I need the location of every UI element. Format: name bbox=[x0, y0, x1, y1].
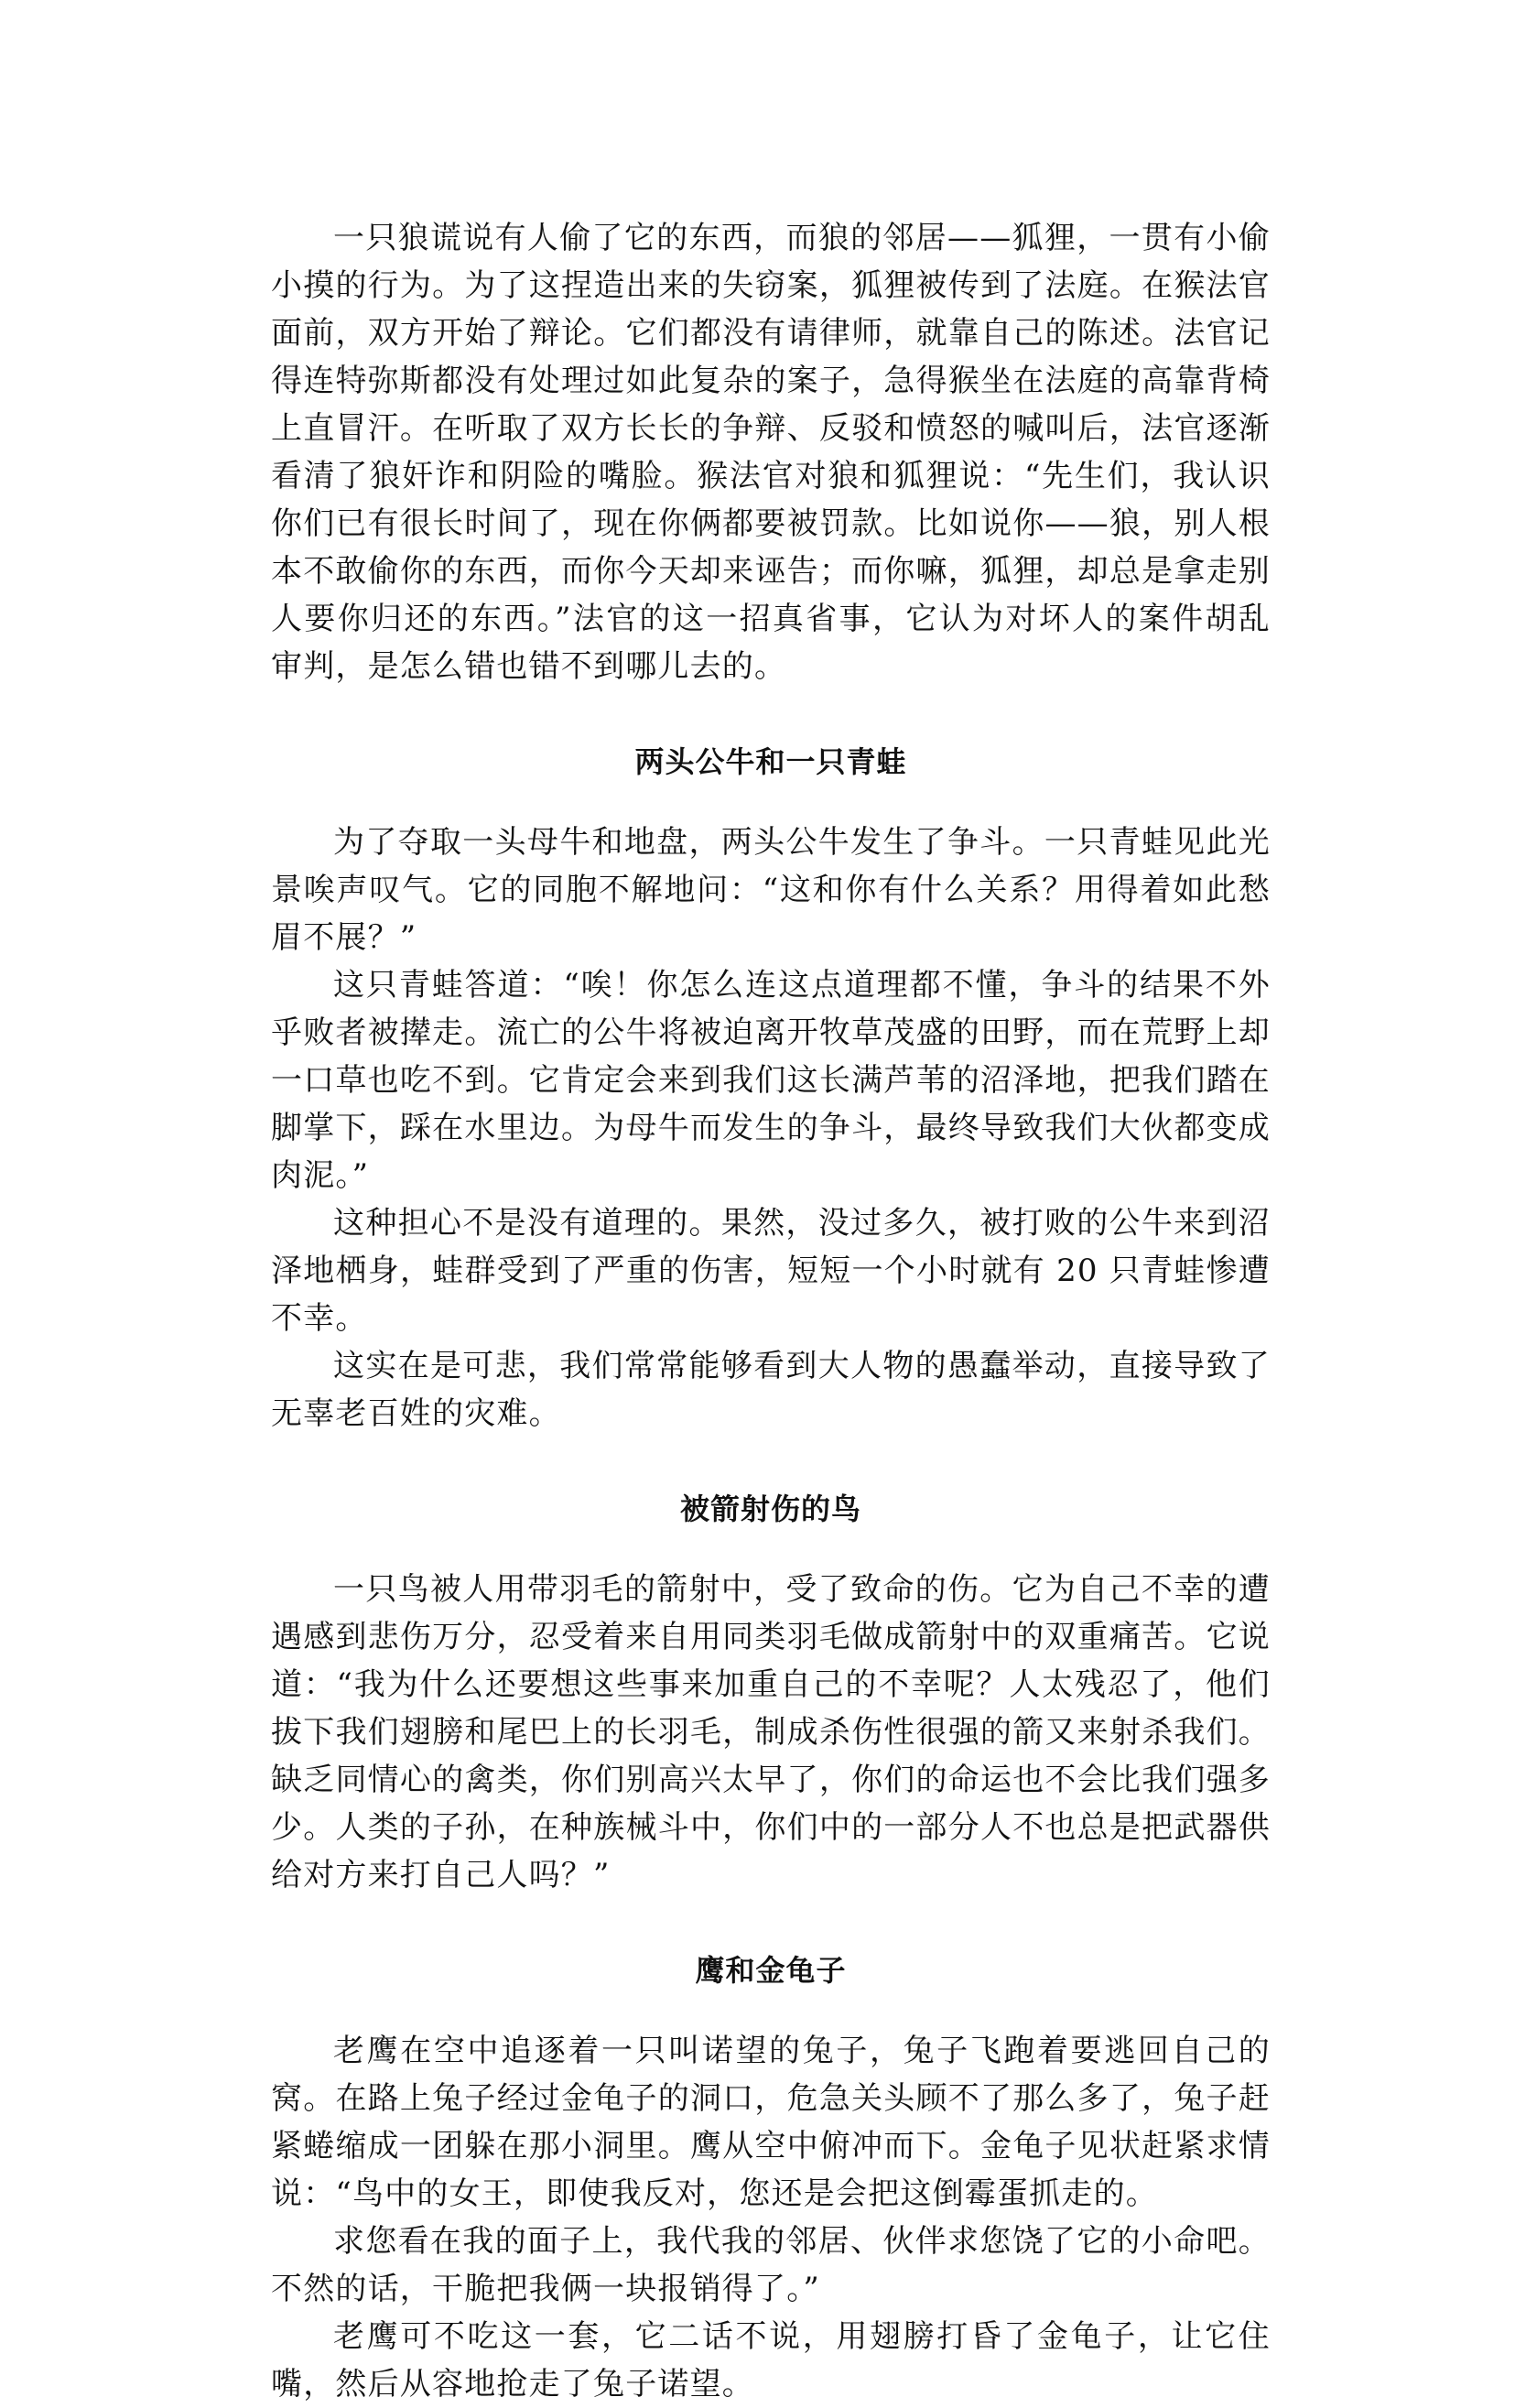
story-bulls-frog-paragraph-2: 这只青蛙答道：“唉！你怎么连这点道理都不懂，争斗的结果不外乎败者被撵走。流亡的公牛将被迫离开牧草茂盛的田野，而在荒野上却一口草也吃不到。它肯定会来到我们这长满芦苇的沼泽地，把我们踏在脚掌下，踩在水里边。为母牛而发生的争斗，最终导致我们大伙都变成肉泥。” bbox=[271, 967, 1271, 1194]
story-wounded-bird-paragraph: 一只鸟被人用带羽毛的箭射中，受了致命的伤。它为自己不幸的遭遇感到悲伤万分，忍受着来自用同类羽毛做成箭射中的双重痛苦。它说道：“我为什么还要想这些事来加重自己的不幸呢？人太残忍了，他们拔下我们翅膀和尾巴上的长羽毛，制成杀伤性很强的箭又来射杀我们。缺乏同情心的禽类，你们别高兴太早了，你们的命运也不会比我们强多少。人类的子孙，在种族械斗中，你们中的一部分人不也总是把武器供给对方来打自己人吗？” bbox=[271, 1571, 1271, 1893]
story-title-eagle-beetle: 鹰和金龟子 bbox=[695, 1953, 847, 1988]
story-title-bulls-frog: 两头公牛和一只青蛙 bbox=[634, 744, 907, 779]
story-eagle-beetle-paragraph-3: 老鹰可不吃这一套，它二话不说，用翅膀打昏了金龟子，让它住嘴，然后从容地抢走了兔子诺望。 bbox=[271, 2318, 1271, 2403]
story-bulls-frog-paragraph-3: 这种担心不是没有道理的。果然，没过多久，被打败的公牛来到沼泽地栖身，蛙群受到了严重的伤害，短短一个小时就有 20 只青蛙惨遭不幸。 bbox=[271, 1205, 1271, 1337]
story-bulls-frog-paragraph-4: 这实在是可悲，我们常常能够看到大人物的愚蠢举动，直接导致了无辜老百姓的灾难。 bbox=[271, 1348, 1271, 1432]
story-eagle-beetle-paragraph-2: 求您看在我的面子上，我代我的邻居、伙伴求您饶了它的小命吧。不然的话，干脆把我俩一块报销得了。” bbox=[271, 2223, 1271, 2307]
story-title-wounded-bird: 被箭射伤的鸟 bbox=[679, 1491, 861, 1526]
story-bulls-frog-paragraph-1: 为了夺取一头母牛和地盘，两头公牛发生了争斗。一只青蛙见此光景唉声叹气。它的同胞不解地问：“这和你有什么关系？用得着如此愁眉不展？” bbox=[271, 824, 1271, 956]
story-wolf-fox-paragraph: 一只狼谎说有人偷了它的东西，而狼的邻居——狐狸，一贯有小偷小摸的行为。为了这捏造出来的失窃案，狐狸被传到了法庭。在猴法官面前，双方开始了辩论。它们都没有请律师，就靠自己的陈述。法官记得连特弥斯都没有处理过如此复杂的案子，急得猴坐在法庭的高靠背椅上直冒汗。在听取了双方长长的争辩、反驳和愤怒的喊叫后，法官逐渐看清了狼奸诈和阴险的嘴脸。猴法官对狼和狐狸说：“先生们，我认识你们已有很长时间了，现在你俩都要被罚款。比如说你——狼，别人根本不敢偷你的东西，而你今天却来诬告；而你嘛，狐狸，却总是拿走别人要你归还的东西。”法官的这一招真省事，它认为对坏人的案件胡乱审判，是怎么错也错不到哪儿去的。 bbox=[271, 220, 1271, 685]
story-eagle-beetle-paragraph-1: 老鹰在空中追逐着一只叫诺望的兔子，兔子飞跑着要逃回自己的窝。在路上兔子经过金龟子的洞口，危急关头顾不了那么多了，兔子赶紧蜷缩成一团躲在那小洞里。鹰从空中俯冲而下。金龟子见状赶紧求情说：“鸟中的女王，即使我反对，您还是会把这倒霉蛋抓走的。 bbox=[271, 2033, 1271, 2212]
document-body bbox=[271, 214, 1271, 2408]
